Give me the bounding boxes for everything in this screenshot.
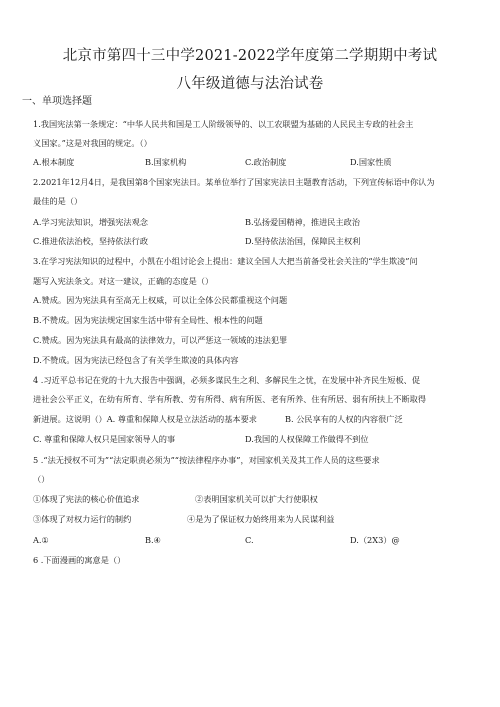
q3-stem-line2: 题写入宪法条文。对这一建议，正确的态度是（） (33, 276, 214, 286)
q4-stem-line1: 4 .习近平总书记在党的十九大报告中强调，必须多谋民生之利、多解民生之忧，在发展中补齐民生短板、促 (33, 375, 421, 385)
q4-option-c: C. 尊重和保障人权只是国家领导人的事 (33, 434, 176, 444)
q2-option-a: A.学习宪法知识，增强宪法观念 (33, 217, 148, 227)
q5-stem-line2: （） (33, 474, 50, 484)
q3-option-c: C.赞成。因为宪法具有最高的法律效力，可以严惩这一领域的违法犯罪 (33, 335, 288, 345)
q5-option-a: A.① (33, 535, 49, 545)
q5-stem-line1: 5 .“法无授权不可为”“法定职责必须为”“按法律程序办事”，对国家机关及其工作人员的这些要求 (33, 455, 380, 465)
q4-option-d: D.我国的人权保障工作做得不到位 (245, 434, 369, 444)
q2-option-c: C.推进依法治校，坚持依法行政 (33, 236, 149, 246)
q3-option-b: B.不赞成。因为宪法规定国家生活中带有全局性、根本性的问题 (33, 315, 263, 325)
q5-statement-4: ④是为了保证权力始终用来为人民谋利益 (187, 514, 335, 524)
q1-option-a: A.根本制度 (33, 157, 75, 167)
exam-title: 北京市第四十三中学2021-2022学年度第二学期期中考试 (62, 48, 438, 64)
q5-option-c: C. (245, 535, 254, 545)
q1-stem-line1: 1.我国宪法第一条规定：“中华人民共和国是工人阶级领导的、以工农联盟为基础的人民民主专政的社会主 (33, 119, 414, 129)
q5-option-d: D.（2X3）@ (350, 535, 400, 545)
q2-stem-line1: 2.2021年12月4日，是我国第8个国家宪法日。某单位举行了国家宪法日主题教育活动，下列宣传标语中你认为 (33, 177, 435, 187)
q2-option-b: B.弘扬爱国精神，推进民主政治 (245, 217, 361, 227)
q3-stem-line1: 3.在学习宪法知识的过程中，小凯在小组讨论会上提出：建议全国人大把当前备受社会关注的“学生欺凌”问 (33, 256, 418, 266)
q4-option-b: B. 公民享有的人权的内容很广泛 (285, 414, 403, 424)
q1-option-b: B.国家机构 (145, 157, 187, 167)
q4-stem-line3: 新进展。这说明（）A. 尊重和保障人权是立法活动的基本要求 (33, 414, 257, 424)
q5-statement-2: ②表明国家机关可以扩大行使职权 (195, 494, 318, 504)
q1-option-d: D.国家性质 (350, 157, 392, 167)
q5-option-b: B.④ (145, 535, 161, 545)
q4-stem-line2: 进社会公平正义，在幼有所育、学有所教、劳有所得、病有所医、老有所养、住有所居、弱有所扶上不断取得 (33, 394, 427, 404)
q1-option-c: C.政治制度 (245, 157, 287, 167)
q2-option-d: D.坚持依法治国，保障民主权利 (245, 236, 361, 246)
section-heading: 一、单项选择题 (22, 96, 92, 107)
q2-stem-line2: 最佳的是（） (33, 196, 83, 206)
q5-statement-3: ③体现了对权力运行的制约 (33, 514, 132, 524)
q3-option-d: D.不赞成。因为宪法已经包含了有关学生欺凌的具体内容 (33, 355, 239, 365)
q3-option-a: A.赞成。因为宪法具有至高无上权威，可以让全体公民都重视这个问题 (33, 295, 288, 305)
q1-stem-line2: 义国家。”这是对我国的规定。（） (33, 138, 152, 148)
exam-subtitle: 八年级道德与法治试卷 (176, 76, 324, 92)
q5-statement-1: ①体现了宪法的核心价值追求 (33, 494, 140, 504)
q6-stem-line1: 6 .下面漫画的寓意是（） (33, 555, 126, 565)
